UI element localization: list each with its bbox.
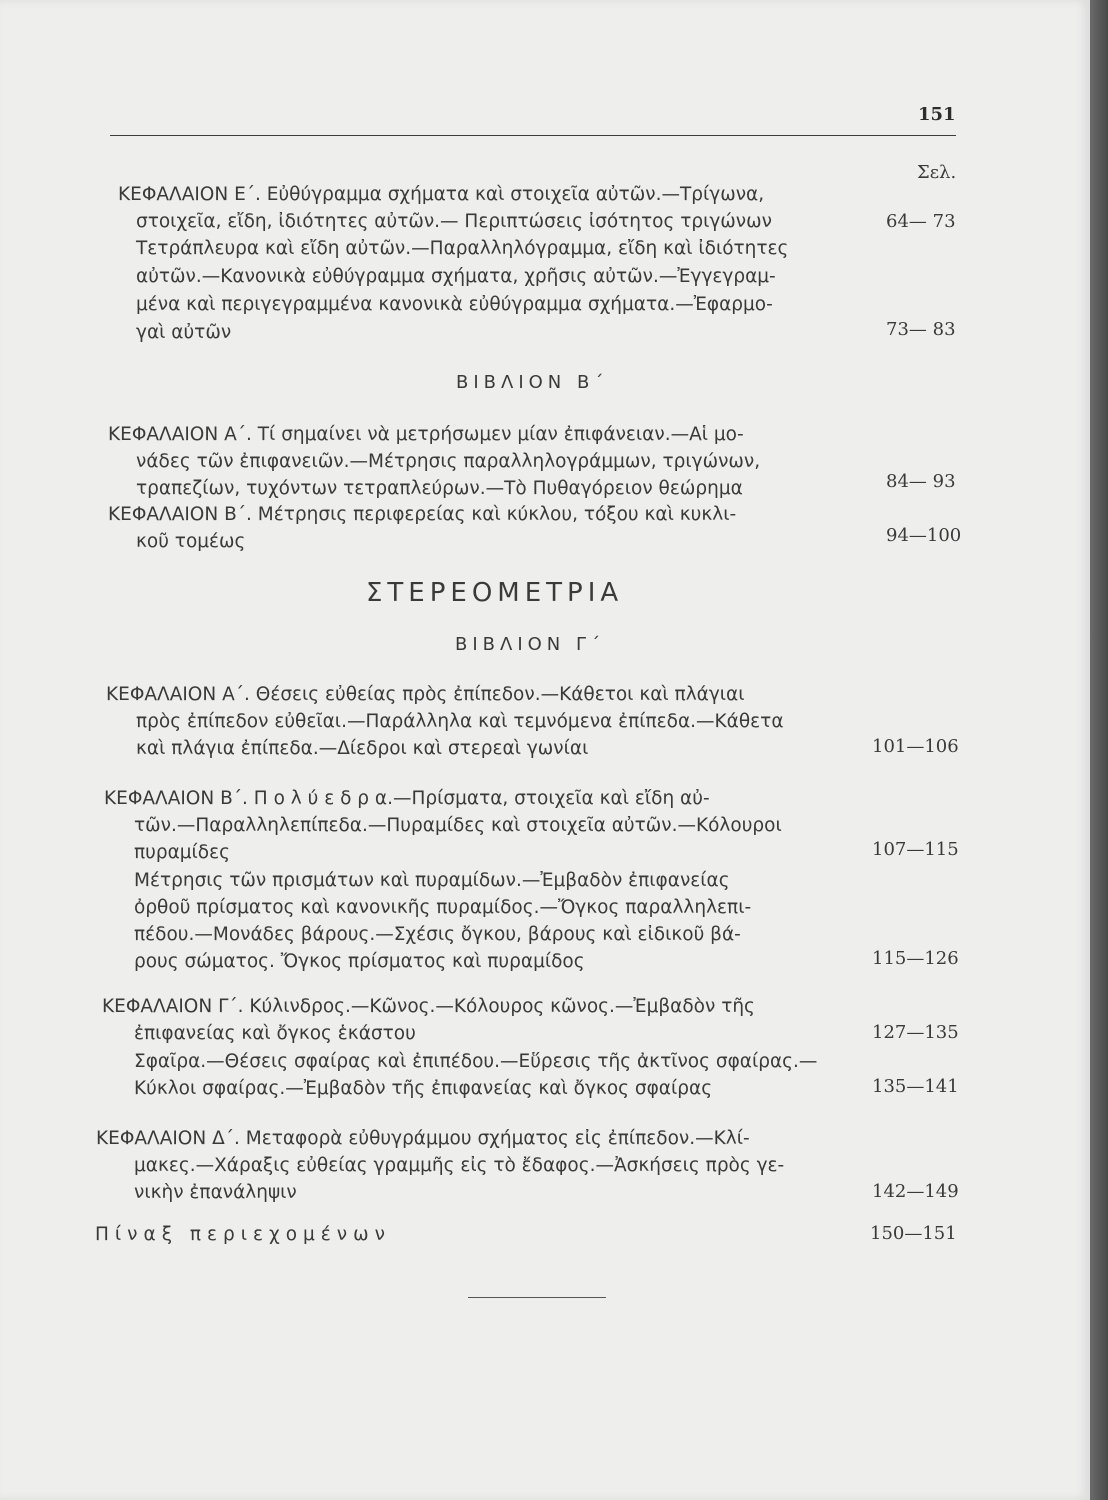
toc-line: στοιχεῖα, εἴδη, ἰδιότητες αὐτῶν.— Περιπτώσεις ἰσότητος τριγώνων bbox=[136, 211, 772, 232]
page-range: 150—151 bbox=[870, 1223, 957, 1244]
toc-line: αὐτῶν.—Κανονικὰ εὐθύγραμμα σχήματα, χρῆσις αὐτῶν.—Ἐγγεγραμ- bbox=[136, 266, 776, 287]
pages-column-header: Σελ. bbox=[917, 162, 957, 183]
toc-line: ρους σώματος. Ὄγκος πρίσματος καὶ πυραμίδος bbox=[134, 951, 585, 972]
toc-line: κοῦ τομέως bbox=[136, 531, 246, 552]
toc-line: πρὸς ἐπίπεδον εὐθεῖαι.—Παράλληλα καὶ τεμνόμενα ἐπίπεδα.—Κάθετα bbox=[136, 711, 784, 732]
toc-line: ΚΕΦΑΛΑΙΟΝ Α΄. Θέσεις εὐθείας πρὸς ἐπίπεδον.—Κάθετοι καὶ πλάγιαι bbox=[106, 684, 745, 705]
end-rule bbox=[468, 1297, 606, 1298]
page-range: 94—100 bbox=[886, 525, 962, 546]
page-range: 84— 93 bbox=[886, 471, 956, 492]
toc-line: τραπεζίων, τυχόντων τετραπλεύρων.—Τὸ Πυθαγόρειον θεώρημα bbox=[136, 478, 743, 499]
toc-line: ΚΕΦΑΛΑΙΟΝ Α΄. Τί σημαίνει νὰ μετρήσωμεν μίαν ἐπιφάνειαν.—Αἱ μο- bbox=[108, 424, 744, 445]
toc-label: Πίναξ περιεχομένων bbox=[95, 1224, 391, 1245]
toc-line: πυραμίδες bbox=[134, 842, 230, 863]
book-c-heading: ΒΙΒΛΙΟΝ Γ΄ bbox=[455, 634, 606, 655]
page-range: 73— 83 bbox=[886, 319, 956, 340]
toc-line: γαὶ αὐτῶν bbox=[136, 322, 232, 343]
toc-line: καὶ πλάγια ἐπίπεδα.—Δίεδροι καὶ στερεαὶ γωνίαι bbox=[136, 738, 589, 759]
page-range: 115—126 bbox=[872, 948, 959, 969]
stereometry-heading: ΣΤΕΡΕΟΜΕΤΡΙΑ bbox=[366, 578, 624, 608]
page-number: 151 bbox=[918, 104, 956, 125]
page-range: 107—115 bbox=[872, 839, 959, 860]
toc-line: ΚΕΦΑΛΑΙΟΝ Γ΄. Κύλινδρος.—Κῶνος.—Κόλουρος κῶνος.—Ἐμβαδὸν τῆς bbox=[102, 996, 755, 1017]
toc-line: Κύκλοι σφαίρας.—Ἐμβαδὸν τῆς ἐπιφανείας καὶ ὄγκος σφαίρας bbox=[134, 1078, 713, 1099]
toc-line: μακες.—Χάραξις εὐθείας γραμμῆς εἰς τὸ ἔδαφος.—Ἀσκήσεις πρὸς γε- bbox=[134, 1155, 785, 1176]
toc-line: ΚΕΦΑΛΑΙΟΝ Β΄. Μέτρησις περιφερείας καὶ κύκλου, τόξου καὶ κυκλι- bbox=[108, 504, 737, 525]
toc-line: Σφαῖρα.—Θέσεις σφαίρας καὶ ἐπιπέδου.—Εὕρεσις τῆς ἀκτῖνος σφαίρας.— bbox=[134, 1051, 818, 1072]
toc-line: Μέτρησις τῶν πρισμάτων καὶ πυραμίδων.—Ἐμβαδὸν ἐπιφανείας bbox=[134, 870, 730, 891]
page-range: 64— 73 bbox=[886, 211, 956, 232]
toc-line: ΚΕΦΑΛΑΙΟΝ Β΄. Π ο λ ύ ε δ ρ α.—Πρίσματα, στοιχεῖα καὶ εἴδη αὐ- bbox=[104, 788, 710, 809]
toc-line: νικὴν ἐπανάληψιν bbox=[134, 1182, 297, 1203]
header-rule bbox=[110, 135, 956, 136]
page-range: 142—149 bbox=[872, 1181, 959, 1202]
toc-line: ΚΕΦΑΛΑΙΟΝ Ε΄. Εὐθύγραμμα σχήματα καὶ στοιχεῖα αὐτῶν.—Τρίγωνα, bbox=[118, 184, 765, 205]
toc-line: ἐπιφανείας καὶ ὄγκος ἑκάστου bbox=[134, 1023, 416, 1044]
toc-line: Τετράπλευρα καὶ εἴδη αὐτῶν.—Παραλληλόγραμμα, εἴδη καὶ ἰδιότητες bbox=[136, 238, 789, 259]
page-range: 101—106 bbox=[872, 736, 959, 757]
toc-line: νάδες τῶν ἐπιφανειῶν.—Μέτρησις παραλληλογράμμων, τριγώνων, bbox=[136, 451, 761, 472]
toc-line: πέδου.—Μονάδες βάρους.—Σχέσις ὄγκου, βάρους καὶ εἰδικοῦ βά- bbox=[134, 924, 741, 945]
page-edge-shadow bbox=[1090, 0, 1108, 1500]
book-b-heading: ΒΙΒΛΙΟΝ Β΄ bbox=[456, 372, 609, 393]
toc-line: ὀρθοῦ πρίσματος καὶ κανονικῆς πυραμίδος.—Ὄγκος παραλληλεπι- bbox=[134, 897, 752, 918]
toc-line: ΚΕΦΑΛΑΙΟΝ Δ΄. Μεταφορὰ εὐθυγράμμου σχήματος εἰς ἐπίπεδον.—Κλί- bbox=[96, 1128, 750, 1149]
page-range: 135—141 bbox=[872, 1076, 959, 1097]
page-range: 127—135 bbox=[872, 1022, 959, 1043]
toc-line: τῶν.—Παραλληλεπίπεδα.—Πυραμίδες καὶ στοιχεῖα αὐτῶν.—Κόλουροι bbox=[134, 815, 782, 836]
toc-line: μένα καὶ περιγεγραμμένα κανονικὰ εὐθύγραμμα σχήματα.—Ἐφαρμο- bbox=[136, 294, 773, 315]
